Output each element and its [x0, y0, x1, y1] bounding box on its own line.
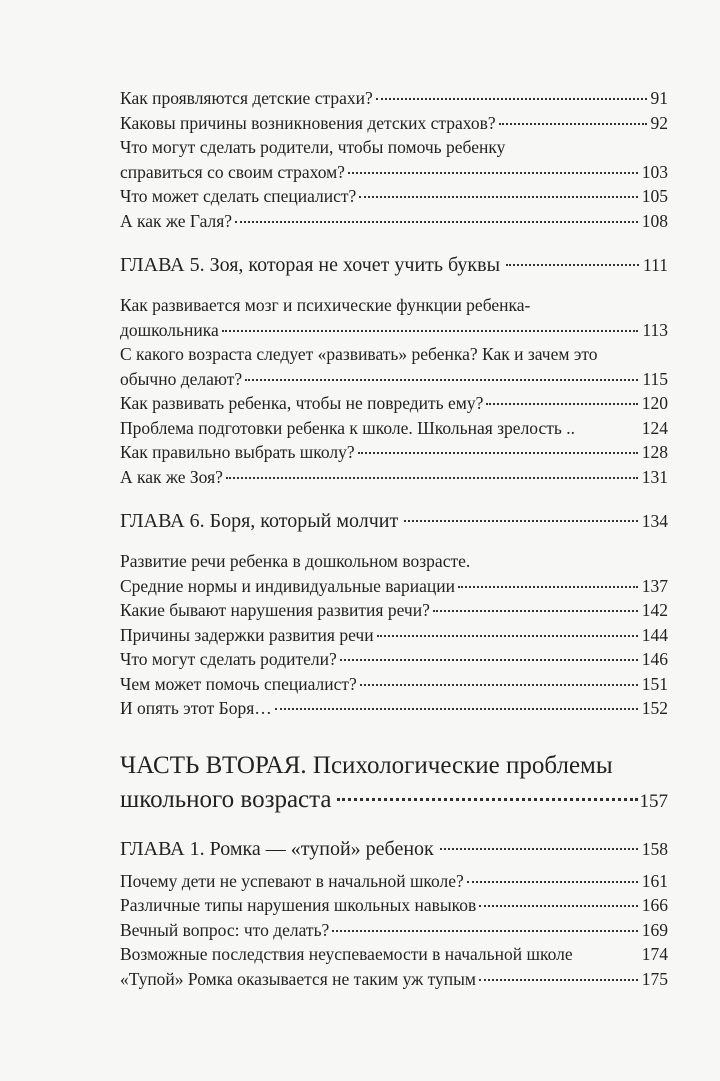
dot-leader [458, 586, 638, 588]
page-number: 158 [641, 838, 668, 859]
page-number: 128 [641, 442, 668, 462]
part-heading-line1: ЧАСТЬ ВТОРАЯ. Психологические проблемы [120, 751, 613, 779]
dot-leader [337, 798, 637, 801]
page-number: 146 [641, 649, 668, 669]
dot-leader [222, 330, 639, 332]
dot-leader [275, 708, 638, 710]
page-number: 137 [641, 575, 668, 596]
page-number: 105 [641, 186, 668, 206]
toc-entry: справиться со своим страхом? 103 [120, 160, 668, 185]
dot-leader [359, 196, 637, 198]
toc-entry: Как правильно выбрать школу? 128 [120, 440, 668, 465]
dot-leader [499, 123, 647, 125]
part-heading: школьного возраста 157 [120, 783, 668, 817]
toc-entry: Возможные последствия неуспеваемости в начальной школе 174 [120, 942, 668, 967]
page-number: 157 [639, 790, 668, 812]
toc-entry: Как проявляются детские страхи? 91 [120, 86, 668, 111]
page-number: 115 [642, 368, 668, 389]
toc-entry: дошкольника 113 [120, 318, 668, 343]
toc-entry-line1: Как развивается мозг и психические функции ребенка- [120, 295, 531, 315]
toc-entry: А как же Галя? 108 [120, 209, 668, 234]
toc-entry: А как же Зоя? 131 [120, 465, 668, 490]
toc-entry: И опять этот Боря… 152 [120, 696, 668, 721]
dot-leader [340, 659, 638, 661]
toc-entry: Причины задержки развития речи 144 [120, 623, 668, 648]
chapter-heading: ГЛАВА 5. Зоя, которая не хочет учить буквы 111 [120, 251, 668, 279]
dot-leader [348, 172, 638, 174]
page-number: 152 [641, 698, 668, 718]
toc-entry: Почему дети не успевают в начальной школе? 161 [120, 869, 668, 894]
page-number: 113 [642, 319, 668, 340]
dot-leader [376, 98, 647, 100]
dot-leader [479, 979, 638, 981]
toc-entry: Вечный вопрос: что делать? 169 [120, 918, 668, 943]
page-number: 151 [641, 673, 668, 694]
toc-entry-line1: Что могут сделать родители, чтобы помочь ребенку [120, 137, 506, 157]
toc-entry-line1: Развитие речи ребенка в дошкольном возрасте. [120, 551, 471, 571]
dot-leader [358, 452, 638, 454]
toc-entry: Проблема подготовки ребенка к школе. Школьная зрелость .. 124 [120, 416, 668, 441]
table-of-contents [120, 86, 668, 991]
page-number: 169 [641, 919, 668, 940]
page-number: 91 [650, 88, 668, 108]
page-number: 175 [641, 968, 668, 989]
dot-leader [245, 379, 638, 381]
page-number: 134 [641, 511, 668, 531]
page-number: 103 [641, 161, 668, 182]
dot-leader [506, 264, 639, 266]
dot-leader [404, 520, 638, 522]
dot-leader [467, 881, 638, 883]
toc-entry: Как развивать ребенка, чтобы не повредить ему? 120 [120, 391, 668, 416]
dot-leader [360, 684, 638, 686]
toc-entry: Что могут сделать родители? 146 [120, 647, 668, 672]
toc-entry: Различные типы нарушения школьных навыков 166 [120, 893, 668, 918]
page-number: 131 [641, 466, 668, 487]
page-number: 92 [650, 112, 668, 133]
toc-entry-line1: С какого возраста следует «развивать» ребенка? Как и зачем это [120, 344, 598, 364]
toc-entry: Каковы причины возникновения детских страхов? 92 [120, 111, 668, 136]
dot-leader [226, 477, 638, 479]
page-number: 144 [641, 624, 668, 645]
page-number: 120 [641, 393, 668, 413]
toc-entry: Средние нормы и индивидуальные вариации 137 [120, 574, 668, 599]
page-number: 111 [643, 255, 668, 275]
page-number: 108 [641, 210, 668, 231]
page-number: 161 [641, 870, 668, 891]
dot-leader [486, 403, 637, 405]
dot-leader [440, 848, 638, 850]
chapter-heading: ГЛАВА 6. Боря, который молчит 134 [120, 507, 668, 535]
toc-entry: обычно делают? 115 [120, 367, 668, 392]
toc-entry: Какие бывают нарушения развития речи? 142 [120, 598, 668, 623]
page-number: 174 [641, 944, 668, 964]
page-number: 142 [641, 600, 668, 620]
dot-leader [235, 221, 638, 223]
dot-leader [332, 930, 637, 932]
toc-entry: Что может сделать специалист? 105 [120, 184, 668, 209]
toc-entry: «Тупой» Ромка оказывается не таким уж тупым 175 [120, 967, 668, 992]
dot-leader [433, 610, 638, 612]
page-number: 124 [641, 417, 668, 438]
dot-leader [479, 905, 638, 907]
chapter-heading: ГЛАВА 1. Ромка — «тупой» ребенок 158 [120, 835, 668, 863]
dot-leader [377, 635, 638, 637]
toc-entry: Чем может помочь специалист? 151 [120, 672, 668, 697]
page-number: 166 [641, 895, 668, 915]
